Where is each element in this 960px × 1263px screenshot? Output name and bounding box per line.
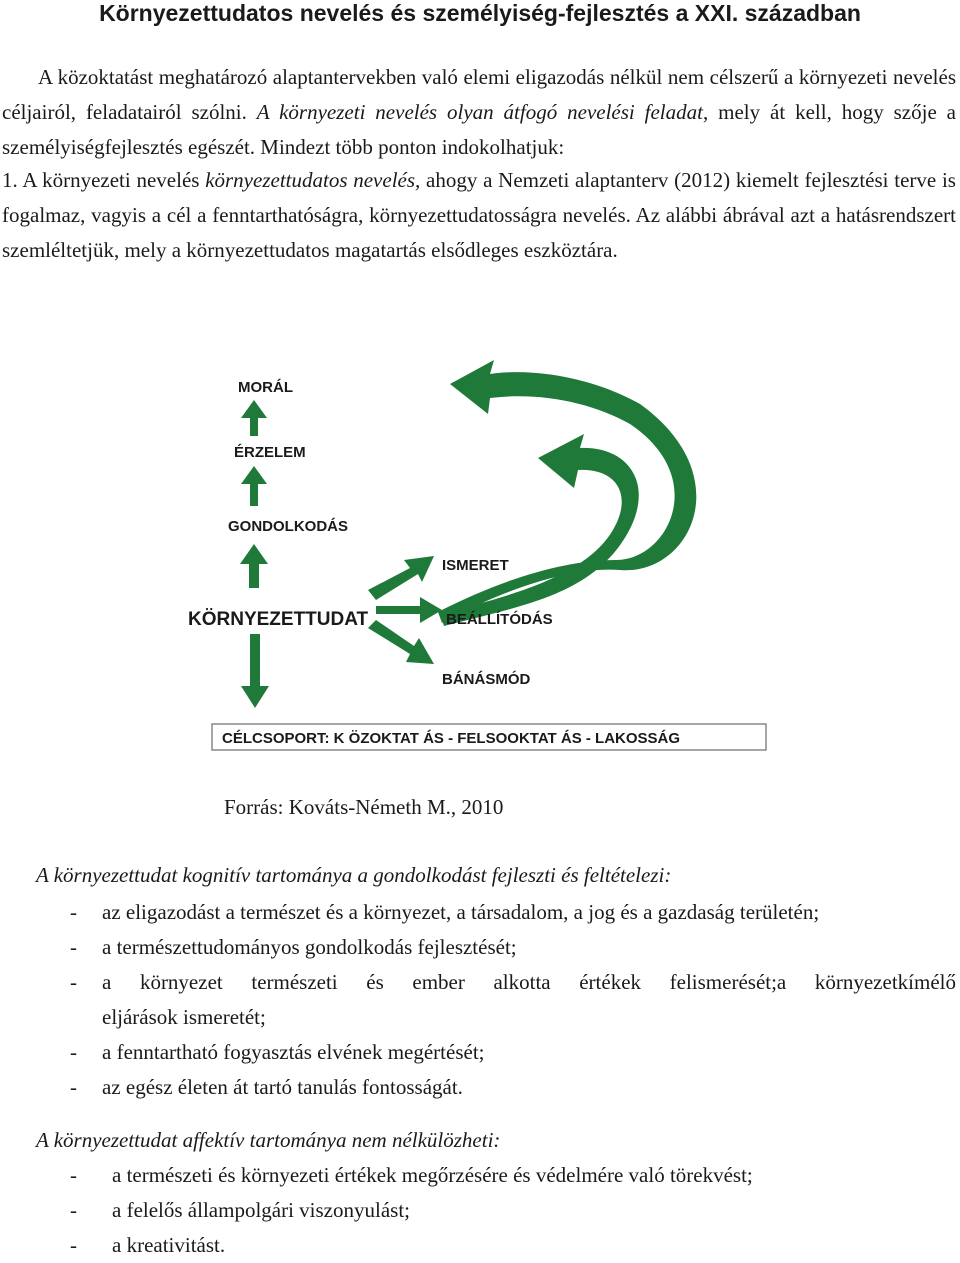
label-beallitodas: BEÁLLÍTÓDÁS <box>446 611 553 628</box>
list-item: - az egész életen át tartó tanulás fontosságát. <box>70 1075 463 1099</box>
affective-heading: A környezettudat affektív tartománya nem nélkülözheti: <box>36 1128 501 1152</box>
arrow-up-3 <box>240 544 268 588</box>
intro-italic-text: A környezeti nevelés olyan átfogó nevelési feladat <box>256 100 703 124</box>
affective-list <box>70 1158 956 1263</box>
label-erzelem: ÉRZELEM <box>234 444 306 461</box>
label-kornyezettudat: KÖRNYEZETTUDAT <box>188 609 369 630</box>
point-1-text-1: 1. A környezeti nevelés <box>2 168 206 192</box>
source-citation: Forrás: Kováts-Németh M., 2010 <box>224 795 504 819</box>
list-item: - a fenntartható fogyasztás elvének megértését; <box>70 1040 485 1064</box>
point-1-text-2: ahogy a Nemzeti alaptanterv (2012) kiemelt fejlesztési terve is fogalmaz, vagyis a cél a fenntarthatóságra, környezettudatosságra nevelés. Az alábbi ábrával azt a hatásrendszert szemléltetjük, mely a környezettudatos magatartás elsődleges eszköztára. <box>2 168 956 262</box>
intro-paragraph <box>2 60 956 165</box>
arrow-to-beallitodas <box>376 597 442 623</box>
list-item: - a természettudományos gondolkodás fejlesztését; <box>70 935 517 959</box>
environmental-awareness-diagram <box>170 356 780 756</box>
cognitive-heading: A környezettudat kognitív tartománya a gondolkodást fejleszti és feltételezi: <box>36 863 672 887</box>
label-gondolkodas: GONDOLKODÁS <box>228 518 348 535</box>
list-item: - az eligazodást a természet és a környezet, a társadalom, a jog és a gazdaság területén; <box>70 900 820 924</box>
arrow-up-1 <box>241 400 267 436</box>
arrow-to-banasmod <box>368 620 434 664</box>
list-item: - a környezet természeti és ember alkotta értékek felismerését;a környezetkímélő eljárások ismeretét; <box>70 970 956 1029</box>
label-moral: MORÁL <box>238 379 293 396</box>
list-item: - a természeti és környezeti értékek megőrzésére és védelmére való törekvést; <box>70 1163 753 1187</box>
list-item: - a kreativitást. <box>70 1233 226 1257</box>
arrow-down <box>241 634 269 708</box>
page-title: Környezettudatos nevelés és személyiség-fejlesztés a XXI. században <box>99 0 861 26</box>
label-ismeret: ISMERET <box>442 557 509 574</box>
arrow-up-2 <box>241 466 267 506</box>
list-item: - a felelős állampolgári viszonyulást; <box>70 1198 410 1222</box>
label-banasmod: BÁNÁSMÓD <box>442 671 531 688</box>
point-1-paragraph <box>2 163 956 268</box>
cognitive-list <box>70 895 956 1105</box>
label-celcsoport: CÉLCSOPORT: K ÖZOKTAT ÁS - FELSOOKTAT ÁS - LAKOSSÁG <box>222 730 681 747</box>
point-1-italic-text: környezettudatos nevelés, <box>205 168 421 192</box>
arrow-to-ismeret <box>368 556 434 600</box>
intro-text-1: A közoktatást meghatározó alaptantervekben való elemi eligazodás nélkül nem célszerű a környezeti nevelés céljairól, feladatairól szólni. <box>2 65 956 124</box>
intro-text-2: , mely át kell, hogy szője a személyiségfejlesztés egészét. Mindezt több ponton indokolhatjuk: <box>2 100 956 159</box>
